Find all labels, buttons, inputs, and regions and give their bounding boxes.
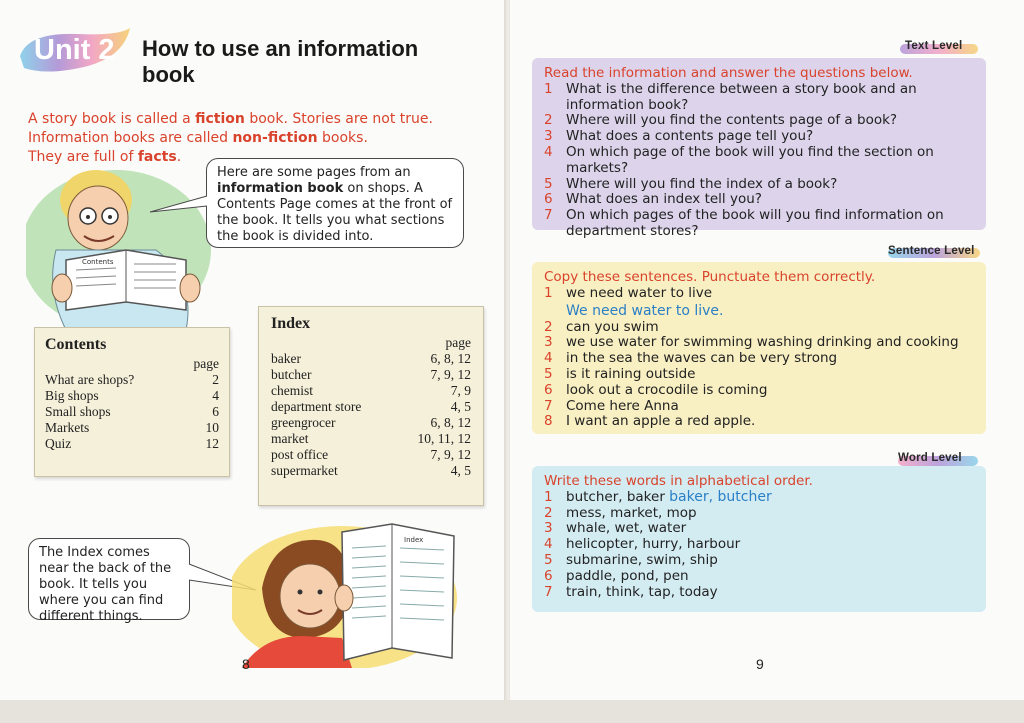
item-number: 2 — [544, 504, 553, 521]
item-number: 8 — [544, 413, 553, 430]
contents-title: Contents — [45, 336, 107, 353]
index-row — [271, 351, 471, 367]
contents-row — [45, 388, 219, 404]
question-item — [544, 383, 976, 399]
index-row — [271, 383, 471, 399]
question-item — [544, 129, 976, 145]
bottom-edge — [0, 700, 1024, 723]
item-text: What does a contents page tell you? — [566, 128, 814, 145]
page-title: How to use an information book — [142, 36, 419, 87]
question-item — [544, 177, 976, 193]
index-page-header: page — [445, 335, 471, 350]
boy-speech-bubble — [206, 158, 464, 248]
index-row — [271, 463, 471, 479]
word-level-tag: Word Level — [898, 452, 962, 464]
item-text: we need water to live — [566, 284, 713, 301]
girl-speech-bubble — [28, 538, 190, 624]
question-item — [544, 490, 976, 506]
index-card — [258, 306, 484, 506]
contents-row — [45, 436, 219, 452]
item-number: 4 — [544, 536, 553, 553]
handwritten-answer: baker, butcher — [669, 488, 772, 505]
index-entry: post office — [271, 447, 329, 462]
text-level-panel — [532, 58, 986, 239]
contents-entry: Quiz — [45, 436, 72, 451]
question-item — [544, 192, 976, 208]
question-item — [544, 414, 976, 430]
item-text: train, think, tap, today — [566, 583, 718, 600]
question-item — [544, 585, 976, 601]
item-number: 7 — [544, 207, 553, 224]
index-pages: 7, 9 — [450, 383, 471, 398]
book-contents-label: Contents — [82, 258, 114, 266]
question-item — [544, 553, 976, 569]
item-text: mess, market, mop — [566, 504, 697, 521]
item-text: On which pages of the book will you find information on department stores? — [566, 207, 944, 239]
item-text: look out a crocodile is coming — [566, 381, 768, 398]
question-item — [544, 521, 976, 537]
index-entry: supermarket — [271, 463, 338, 478]
page-number-right: 9 — [756, 656, 764, 672]
item-text: I want an apple a red apple. — [566, 413, 756, 430]
boy-bubble-text-end: on shops. A Contents Page comes at the front of the book. It tells you what sections the book is divided into. — [217, 181, 453, 244]
contents-entry: What are shops? — [45, 372, 135, 387]
question-item — [544, 82, 976, 114]
sentence-level-panel — [532, 262, 986, 434]
question-item — [544, 335, 976, 351]
intro-facts-term: facts — [137, 149, 177, 165]
intro-line2: Information books are called — [28, 130, 233, 146]
sentence-level-heading: Copy these sentences. Punctuate them correctly. — [544, 269, 876, 285]
item-number: 3 — [544, 334, 553, 351]
intro-line1: A story book is called a — [28, 111, 196, 127]
item-number: 3 — [544, 520, 553, 537]
boy-reading-illustration — [26, 160, 236, 335]
intro-line3: They are full of — [28, 149, 138, 165]
index-row — [271, 399, 471, 415]
item-number: 5 — [544, 365, 553, 382]
item-text: What does an index tell you? — [566, 191, 762, 208]
handwritten-answer: We need water to live. — [566, 302, 724, 319]
index-row — [271, 367, 471, 383]
question-item — [544, 537, 976, 553]
index-pages: 7, 9, 12 — [430, 367, 471, 382]
item-text: in the sea the waves can be very strong — [566, 350, 838, 367]
item-number: 2 — [544, 112, 553, 129]
item-number: 5 — [544, 551, 553, 568]
item-text: submarine, swim, ship — [566, 551, 718, 568]
contents-page: 10 — [205, 420, 219, 435]
item-number: 6 — [544, 381, 553, 398]
intro-nonfiction-term: non-fiction — [232, 130, 318, 146]
page-number-left: 8 — [242, 656, 250, 672]
index-entry: chemist — [271, 383, 313, 398]
question-item — [544, 367, 976, 383]
item-text: butcher, baker — [566, 488, 665, 505]
question-item — [544, 113, 976, 129]
contents-entry: Small shops — [45, 404, 111, 419]
item-number: 4 — [544, 143, 553, 160]
item-number: 4 — [544, 350, 553, 367]
question-item — [544, 399, 976, 415]
item-text: helicopter, hurry, harbour — [566, 536, 741, 553]
item-text: paddle, pond, pen — [566, 567, 689, 584]
contents-entry: Big shops — [45, 388, 99, 403]
contents-page: 2 — [212, 372, 219, 387]
item-number: 7 — [544, 583, 553, 600]
item-number: 1 — [544, 284, 553, 301]
text-level-tag: Text Level — [905, 40, 963, 52]
book-index-label: Index — [404, 536, 424, 544]
index-entry: butcher — [271, 367, 312, 382]
question-item — [544, 351, 976, 367]
index-entry: department store — [271, 399, 362, 414]
item-number: 6 — [544, 191, 553, 208]
item-number: 6 — [544, 567, 553, 584]
index-pages: 6, 8, 12 — [430, 351, 471, 366]
index-pages: 4, 5 — [450, 463, 471, 478]
item-text: Where will you find the index of a book? — [566, 175, 838, 192]
sentence-level-tag: Sentence Level — [888, 245, 975, 257]
index-entry: greengrocer — [271, 415, 336, 430]
item-text: whale, wet, water — [566, 520, 687, 537]
index-pages: 4, 5 — [450, 399, 471, 414]
bubble-pointer-boy — [150, 190, 210, 220]
question-item — [544, 208, 976, 240]
index-title: Index — [271, 315, 311, 332]
question-item — [544, 145, 976, 177]
item-text: Where will you find the contents page of a book? — [566, 112, 898, 129]
girl-reading-illustration — [232, 518, 472, 668]
question-item — [544, 320, 976, 336]
boy-bubble-bold: information book — [217, 181, 344, 196]
item-text: What is the difference between a story book and an information book? — [566, 80, 917, 113]
index-pages: 10, 11, 12 — [417, 431, 471, 446]
contents-page-header: page — [193, 356, 219, 371]
item-number: 1 — [544, 488, 553, 505]
intro-line3-end: . — [176, 149, 182, 165]
item-number: 2 — [544, 318, 553, 335]
item-number: 1 — [544, 80, 553, 97]
word-level-heading: Write these words in alphabetical order. — [544, 473, 813, 489]
index-row — [271, 431, 471, 447]
index-row — [271, 447, 471, 463]
boy-bubble-text: Here are some pages from an — [217, 165, 411, 180]
text-level-heading: Read the information and answer the questions below. — [544, 65, 913, 81]
item-number: 5 — [544, 175, 553, 192]
intro-line1-end: book. Stories are not true. — [244, 111, 433, 127]
item-text-with-answer — [566, 490, 976, 506]
index-entry: market — [271, 431, 309, 446]
item-text: we use water for swimming washing drinking and cooking — [566, 334, 959, 351]
contents-row — [45, 404, 219, 420]
question-item — [544, 569, 976, 585]
index-entry: baker — [271, 351, 301, 366]
question-item — [544, 506, 976, 522]
item-number: 3 — [544, 128, 553, 145]
item-text: Come here Anna — [566, 397, 679, 414]
unit-label: Unit 2 — [34, 34, 115, 66]
contents-page: 4 — [212, 388, 219, 403]
intro-line2-end: books. — [317, 130, 368, 146]
index-pages: 7, 9, 12 — [430, 447, 471, 462]
question-item — [544, 286, 976, 302]
item-text: can you swim — [566, 318, 659, 335]
contents-page: 12 — [205, 436, 219, 451]
contents-page: 6 — [212, 404, 219, 419]
index-pages: 6, 8, 12 — [430, 415, 471, 430]
item-number: 7 — [544, 397, 553, 414]
item-text: On which page of the book will you find the section on markets? — [566, 143, 934, 176]
index-row — [271, 415, 471, 431]
unit-badge — [18, 26, 134, 76]
contents-row — [45, 420, 219, 436]
word-level-panel — [532, 466, 986, 612]
contents-row — [45, 372, 219, 388]
item-text: is it raining outside — [566, 365, 696, 382]
intro-fiction-term: fiction — [195, 111, 245, 127]
contents-card — [34, 327, 230, 477]
girl-bubble-text: The Index comes near the back of the book. It tells you where you can find different things. — [39, 545, 172, 624]
contents-entry: Markets — [45, 420, 90, 435]
